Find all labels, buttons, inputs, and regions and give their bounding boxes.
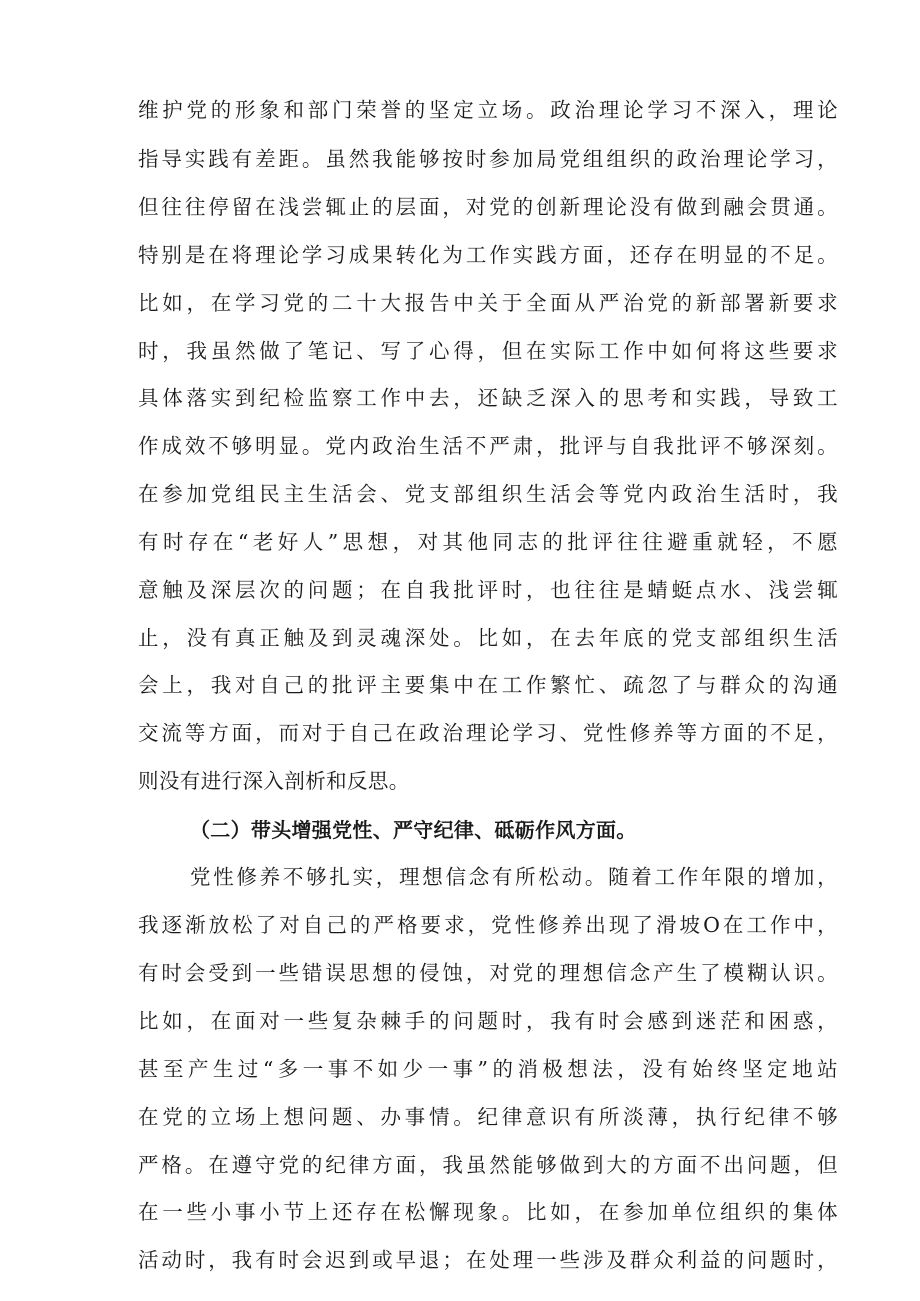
text-line: 会上，我对自己的批评主要集中在工作繁忙、疏忽了与群众的沟通 xyxy=(138,673,838,697)
text-line: 在党的立场上想问题、办事情。纪律意识有所淡薄，执行纪律不够 xyxy=(138,1105,838,1129)
text-line: 指导实践有差距。虽然我能够按时参加局党组组织的政治理论学习， xyxy=(138,147,838,171)
text-line: 止，没有真正触及到灵魂深处。比如，在去年底的党支部组织生活 xyxy=(138,626,838,650)
text-line: 意触及深层次的问题；在自我批评时，也往往是蜻蜓点水、浅尝辄 xyxy=(138,578,838,602)
text-line: 比如，在面对一些复杂棘手的问题时，我有时会感到迷茫和困惑， xyxy=(138,1009,838,1033)
text-line: 党性修养不够扎实，理想信念有所松动。随着工作年限的增加， xyxy=(190,865,838,889)
text-line: 维护党的形象和部门荣誉的坚定立场。政治理论学习不深入，理论 xyxy=(138,98,838,122)
section-heading: （二）带头增强党性、严守纪律、砥砺作风方面。 xyxy=(190,818,637,842)
text-line: 但往往停留在浅尝辄止的层面，对党的创新理论没有做到融会贯通。 xyxy=(138,195,838,219)
text-line: 交流等方面，而对于自己在政治理论学习、党性修养等方面的不足， xyxy=(138,721,838,745)
text-line: 作成效不够明显。党内政治生活不严肃，批评与自我批评不够深刻。 xyxy=(138,434,838,458)
text-line: 时，我虽然做了笔记、写了心得，但在实际工作中如何将这些要求 xyxy=(138,339,838,363)
text-line: 在一些小事小节上还存在松懈现象。比如，在参加单位组织的集体 xyxy=(138,1200,838,1224)
text-line: 则没有进行深入剖析和反思。 xyxy=(138,769,410,793)
text-line: 有时会受到一些错误思想的侵蚀，对党的理想信念产生了模糊认识。 xyxy=(138,961,838,985)
text-line: 我逐渐放松了对自己的严格要求，党性修养出现了滑坡O在工作中， xyxy=(138,913,838,937)
text-line: 特别是在将理论学习成果转化为工作实践方面，还存在明显的不足。 xyxy=(138,243,838,267)
text-line: 具体落实到纪检监察工作中去，还缺乏深入的思考和实践，导致工 xyxy=(138,386,838,410)
text-line: 在参加党组民主生活会、党支部组织生活会等党内政治生活时，我 xyxy=(138,482,838,506)
text-line: 比如，在学习党的二十大报告中关于全面从严治党的新部署新要求 xyxy=(138,291,838,315)
text-line: 甚至产生过“多一事不如少一事”的消极想法，没有始终坚定地站 xyxy=(138,1057,838,1081)
text-line: 有时存在“老好人”思想，对其他同志的批评往往避重就轻，不愿 xyxy=(138,530,838,554)
text-line: 活动时，我有时会迟到或早退；在处理一些涉及群众利益的问题时， xyxy=(138,1248,838,1272)
text-line: 严格。在遵守党的纪律方面，我虽然能够做到大的方面不出问题，但 xyxy=(138,1153,838,1177)
